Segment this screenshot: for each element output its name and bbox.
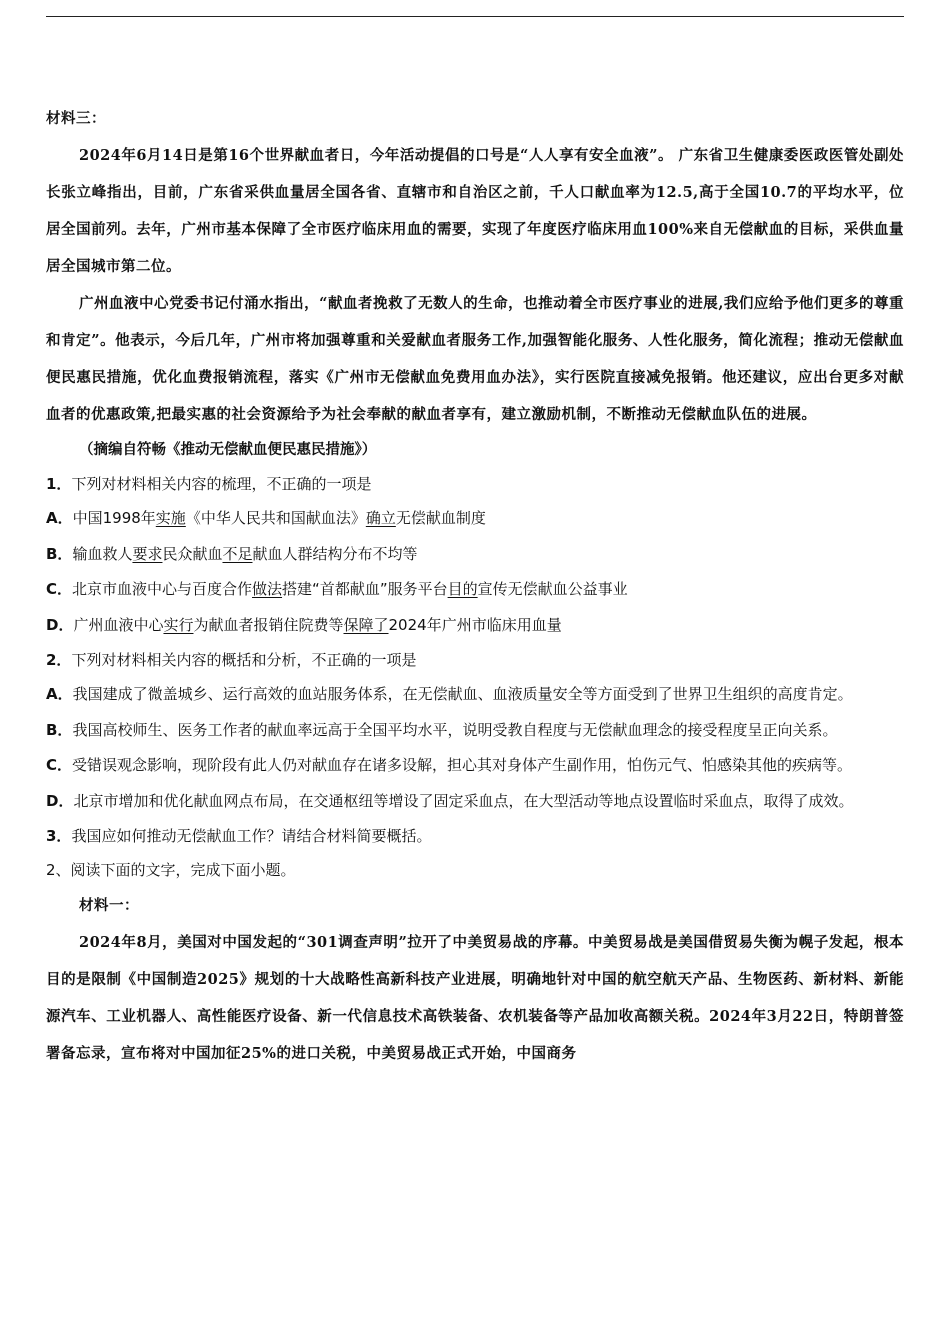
material3-paragraph-1: 2024年6月14日是第16个世界献血者日，今年活动提倡的口号是“人人享有安全血液”。 广东省卫生健康委医政医管处副处长张立峰指出，目前，广东省采供血量居全国各省、直辖市和自治区之前，千人口献血率为12.5,高于全国10.7的平均水平，位居全国前列。去年，广州市基本保障了全市医疗临床用血的需要，实现了年度医疗临床用血100%来自无偿献血的目标，采供血量居全国城市第二位。 [46,147,904,275]
question-1-number: 1． [46,475,72,493]
underlined-word: 不足 [222,544,253,563]
option-label: A． [46,685,73,703]
option-label: D． [46,791,74,810]
header-rule [46,16,904,17]
option-text: 北京市增加和优化献血网点布局，在交通枢纽等增设了固定采血点，在大型活动等地点设置临时采血点，取得了成效。 [73,791,854,810]
question-1-stem: 下列对材料相关内容的梳理，不正确的一项是 [71,475,372,493]
question-3 [46,819,904,853]
option-text: 广州血液中心 [73,615,164,634]
option-text: 2024年广州市临床用血量 [388,615,562,634]
option-text: 我国建成了微盖城乡、运行高效的血站服务体系，在无偿献血、血液质量安全等方面受到了世界卫生组织的高度肯定。 [72,685,853,703]
q2-option-a [46,677,904,713]
option-text: 北京市血液中心与百度合作 [72,580,253,598]
option-label: C． [46,580,73,598]
option-label: B． [46,544,73,563]
section-2-intro: 2、阅读下面的文字，完成下面小题。 [46,861,296,879]
q1-option-c [46,572,904,608]
underlined-word: 实行 [163,615,194,634]
question-3-stem: 我国应如何推动无偿献血工作？请结合材料简要概括。 [71,827,432,845]
q2-option-b [46,713,904,749]
q2-option-d [46,784,904,820]
option-text: 无偿献血制度 [395,509,486,527]
question-2 [46,643,904,677]
option-text: 《中华人民共和国献血法》 [185,509,366,527]
option-text: 宣传无偿献血公益事业 [477,580,628,598]
option-text: 输血救人 [72,544,133,563]
underlined-word: 要求 [132,544,163,563]
option-text: 为献血者报销住院费等 [193,615,344,634]
question-2-stem: 下列对材料相关内容的概括和分析，不正确的一项是 [71,651,417,669]
option-text: 受错误观念影响，现阶段有此人仍对献血存在诸多设解，担心其对身体产生副作用，怕伤元气、怕感染其他的疾病等。 [72,756,853,774]
question-1 [46,467,904,501]
option-text: 我国高校师生、医务工作者的献血率远高于全国平均水平，说明受教自程度与无偿献血理念的接受程度呈正向关系。 [72,720,838,739]
option-label: A． [46,509,73,527]
q1-option-d [46,608,904,644]
option-text: 民众献血 [162,544,223,563]
underlined-word: 保障了 [343,615,389,634]
document-body [46,100,904,1072]
q1-option-b [46,537,904,573]
question-3-number: 3． [46,827,72,845]
question-2-number: 2． [46,651,72,669]
option-text: 献血人群结构分布不均等 [252,544,418,563]
material3-paragraph-2: 广州血液中心党委书记付涌水指出，“献血者挽救了无数人的生命，也推动着全市医疗事业的进展,我们应给予他们更多的尊重和肯定”。他表示，今后几年，广州市将加强尊重和关爱献血者服务工作,加强智能化服务、人性化服务，简化流程；推动无偿献血便民惠民措施，优化血费报销流程，落实《广州市无偿献血免费用血办法》，实行医院直接减免报销。他还建议，应出台更多对献血者的优惠政策,把最实惠的社会资源给予为社会奉献的献血者享有，建立激励机制，不断推动无偿献血队伍的进展。 [46,295,904,423]
section2-material1-heading: 材料一： [79,897,139,914]
material3-source: （摘编自符畅《推动无偿献血便民惠民措施》） [79,441,377,458]
q1-option-a [46,501,904,537]
option-text: 搭建“首都献血”服务平台 [282,580,448,598]
section2-material1-paragraph: 2024年8月，美国对中国发起的“301调查声明”拉开了中美贸易战的序幕。中美贸易战是美国借贸易失衡为幌子发起，根本目的是限制《中国制造2025》规划的十大战略性高新科技产业进展，明确地针对中国的航空航天产品、生物医药、新材料、新能源汽车、工业机器人、高性能医疗设备、新一代信息技术高铁装备、农机装备等产品加收高额关税。2024年3月22日，特朗普签署备忘录，宣布将对中国加征25%的进口关税，中美贸易战正式开始，中国商务 [46,934,904,1062]
option-text: 中国1998年 [72,509,156,527]
underlined-word: 做法 [252,580,283,598]
underlined-word: 确立 [365,509,396,527]
option-label: D． [46,615,74,634]
option-label: C． [46,756,73,774]
material3-heading: 材料三： [46,110,106,127]
underlined-word: 实施 [155,509,186,527]
option-label: B． [46,720,73,739]
q2-option-c [46,748,904,784]
underlined-word: 目的 [447,580,478,598]
